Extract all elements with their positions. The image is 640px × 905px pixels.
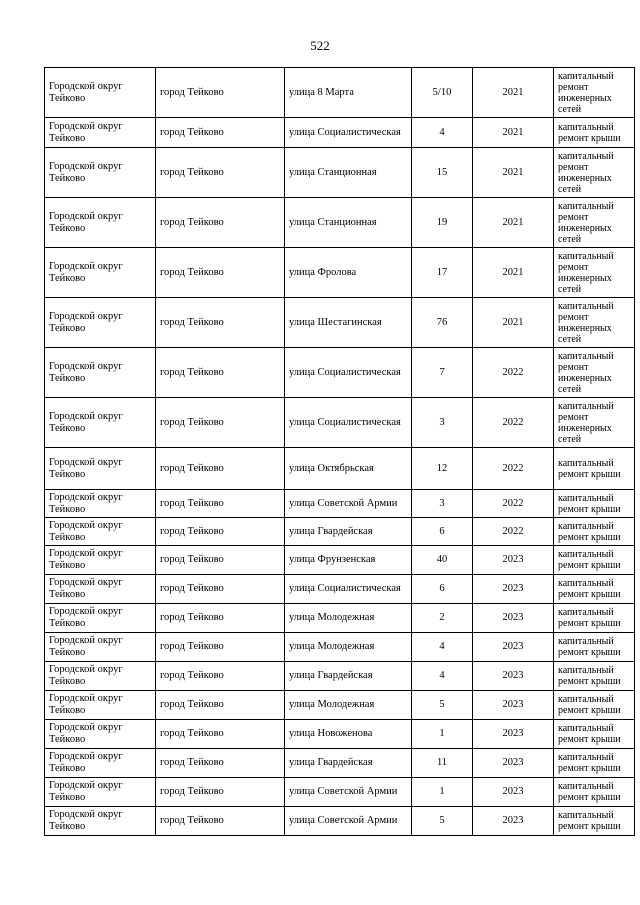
house-number-cell: 4 (412, 662, 473, 691)
house-number-cell: 5/10 (412, 68, 473, 118)
work-type-cell: капитальный ремонт инженерных сетей (554, 248, 635, 298)
table-row (45, 662, 635, 691)
city-cell: город Тейково (156, 633, 285, 662)
table-body (45, 68, 635, 836)
house-number-cell: 15 (412, 148, 473, 198)
house-number-cell: 1 (412, 778, 473, 807)
district-cell: Городской округ Тейково (45, 118, 156, 148)
year-cell: 2021 (473, 248, 554, 298)
street-cell: улица Социалистическая (285, 575, 412, 604)
table-row (45, 546, 635, 575)
house-number-cell: 19 (412, 198, 473, 248)
table-row (45, 148, 635, 198)
year-cell: 2022 (473, 348, 554, 398)
year-cell: 2021 (473, 148, 554, 198)
table-row (45, 398, 635, 448)
district-cell: Городской округ Тейково (45, 546, 156, 575)
street-cell: улица 8 Марта (285, 68, 412, 118)
house-number-cell: 6 (412, 518, 473, 546)
repair-schedule-table (44, 67, 635, 836)
year-cell: 2023 (473, 749, 554, 778)
city-cell: город Тейково (156, 198, 285, 248)
work-type-cell: капитальный ремонт крыши (554, 575, 635, 604)
house-number-cell: 7 (412, 348, 473, 398)
year-cell: 2021 (473, 198, 554, 248)
house-number-cell: 3 (412, 398, 473, 448)
year-cell: 2021 (473, 68, 554, 118)
year-cell: 2021 (473, 298, 554, 348)
street-cell: улица Фрунзенская (285, 546, 412, 575)
street-cell: улица Социалистическая (285, 398, 412, 448)
street-cell: улица Советской Армии (285, 807, 412, 836)
house-number-cell: 12 (412, 448, 473, 490)
year-cell: 2023 (473, 546, 554, 575)
house-number-cell: 6 (412, 575, 473, 604)
page-number: 522 (310, 38, 330, 53)
work-type-cell: капитальный ремонт инженерных сетей (554, 398, 635, 448)
street-cell: улица Шестагинская (285, 298, 412, 348)
table-row (45, 778, 635, 807)
district-cell: Городской округ Тейково (45, 248, 156, 298)
work-type-cell: капитальный ремонт инженерных сетей (554, 68, 635, 118)
house-number-cell: 17 (412, 248, 473, 298)
street-cell: улица Молодежная (285, 633, 412, 662)
table-row (45, 518, 635, 546)
district-cell: Городской округ Тейково (45, 749, 156, 778)
year-cell: 2023 (473, 691, 554, 720)
work-type-cell: капитальный ремонт крыши (554, 778, 635, 807)
city-cell: город Тейково (156, 448, 285, 490)
district-cell: Городской округ Тейково (45, 720, 156, 749)
year-cell: 2023 (473, 720, 554, 749)
house-number-cell: 3 (412, 490, 473, 518)
street-cell: улица Молодежная (285, 604, 412, 633)
table-row (45, 807, 635, 836)
street-cell: улица Гвардейская (285, 662, 412, 691)
year-cell: 2023 (473, 604, 554, 633)
work-type-cell: капитальный ремонт крыши (554, 518, 635, 546)
work-type-cell: капитальный ремонт крыши (554, 490, 635, 518)
work-type-cell: капитальный ремонт инженерных сетей (554, 198, 635, 248)
city-cell: город Тейково (156, 662, 285, 691)
district-cell: Городской округ Тейково (45, 198, 156, 248)
house-number-cell: 4 (412, 633, 473, 662)
table-row (45, 298, 635, 348)
district-cell: Городской округ Тейково (45, 298, 156, 348)
table-row (45, 691, 635, 720)
table-row (45, 604, 635, 633)
year-cell: 2021 (473, 118, 554, 148)
district-cell: Городской округ Тейково (45, 448, 156, 490)
city-cell: город Тейково (156, 348, 285, 398)
city-cell: город Тейково (156, 749, 285, 778)
street-cell: улица Фролова (285, 248, 412, 298)
table-row (45, 575, 635, 604)
district-cell: Городской округ Тейково (45, 778, 156, 807)
work-type-cell: капитальный ремонт крыши (554, 633, 635, 662)
work-type-cell: капитальный ремонт крыши (554, 662, 635, 691)
table-row (45, 248, 635, 298)
work-type-cell: капитальный ремонт крыши (554, 118, 635, 148)
city-cell: город Тейково (156, 807, 285, 836)
district-cell: Городской округ Тейково (45, 575, 156, 604)
street-cell: улица Станционная (285, 198, 412, 248)
city-cell: город Тейково (156, 68, 285, 118)
house-number-cell: 5 (412, 691, 473, 720)
table-row (45, 348, 635, 398)
work-type-cell: капитальный ремонт крыши (554, 807, 635, 836)
district-cell: Городской округ Тейково (45, 490, 156, 518)
city-cell: город Тейково (156, 398, 285, 448)
year-cell: 2022 (473, 448, 554, 490)
work-type-cell: капитальный ремонт крыши (554, 448, 635, 490)
table-row (45, 749, 635, 778)
table-row (45, 68, 635, 118)
street-cell: улица Социалистическая (285, 118, 412, 148)
work-type-cell: капитальный ремонт инженерных сетей (554, 148, 635, 198)
table-row (45, 720, 635, 749)
year-cell: 2023 (473, 778, 554, 807)
table-row (45, 198, 635, 248)
city-cell: город Тейково (156, 148, 285, 198)
city-cell: город Тейково (156, 546, 285, 575)
table-row (45, 448, 635, 490)
district-cell: Городской округ Тейково (45, 518, 156, 546)
street-cell: улица Октябрьская (285, 448, 412, 490)
district-cell: Городской округ Тейково (45, 148, 156, 198)
city-cell: город Тейково (156, 604, 285, 633)
street-cell: улица Новоженова (285, 720, 412, 749)
year-cell: 2022 (473, 490, 554, 518)
work-type-cell: капитальный ремонт крыши (554, 546, 635, 575)
year-cell: 2023 (473, 575, 554, 604)
work-type-cell: капитальный ремонт крыши (554, 691, 635, 720)
city-cell: город Тейково (156, 720, 285, 749)
city-cell: город Тейково (156, 118, 285, 148)
house-number-cell: 5 (412, 807, 473, 836)
city-cell: город Тейково (156, 575, 285, 604)
table-row (45, 633, 635, 662)
house-number-cell: 40 (412, 546, 473, 575)
table-row (45, 118, 635, 148)
work-type-cell: капитальный ремонт крыши (554, 749, 635, 778)
city-cell: город Тейково (156, 490, 285, 518)
work-type-cell: капитальный ремонт крыши (554, 604, 635, 633)
year-cell: 2023 (473, 633, 554, 662)
house-number-cell: 1 (412, 720, 473, 749)
city-cell: город Тейково (156, 298, 285, 348)
street-cell: улица Гвардейская (285, 749, 412, 778)
house-number-cell: 2 (412, 604, 473, 633)
street-cell: улица Социалистическая (285, 348, 412, 398)
work-type-cell: капитальный ремонт инженерных сетей (554, 298, 635, 348)
city-cell: город Тейково (156, 248, 285, 298)
street-cell: улица Станционная (285, 148, 412, 198)
table-row (45, 490, 635, 518)
district-cell: Городской округ Тейково (45, 348, 156, 398)
district-cell: Городской округ Тейково (45, 633, 156, 662)
year-cell: 2022 (473, 518, 554, 546)
street-cell: улица Гвардейская (285, 518, 412, 546)
year-cell: 2022 (473, 398, 554, 448)
street-cell: улица Советской Армии (285, 778, 412, 807)
year-cell: 2023 (473, 662, 554, 691)
district-cell: Городской округ Тейково (45, 691, 156, 720)
work-type-cell: капитальный ремонт инженерных сетей (554, 348, 635, 398)
district-cell: Городской округ Тейково (45, 398, 156, 448)
house-number-cell: 76 (412, 298, 473, 348)
house-number-cell: 4 (412, 118, 473, 148)
city-cell: город Тейково (156, 778, 285, 807)
district-cell: Городской округ Тейково (45, 604, 156, 633)
work-type-cell: капитальный ремонт крыши (554, 720, 635, 749)
street-cell: улица Молодежная (285, 691, 412, 720)
district-cell: Городской округ Тейково (45, 807, 156, 836)
city-cell: город Тейково (156, 691, 285, 720)
house-number-cell: 11 (412, 749, 473, 778)
district-cell: Городской округ Тейково (45, 662, 156, 691)
city-cell: город Тейково (156, 518, 285, 546)
year-cell: 2023 (473, 807, 554, 836)
district-cell: Городской округ Тейково (45, 68, 156, 118)
street-cell: улица Советской Армии (285, 490, 412, 518)
